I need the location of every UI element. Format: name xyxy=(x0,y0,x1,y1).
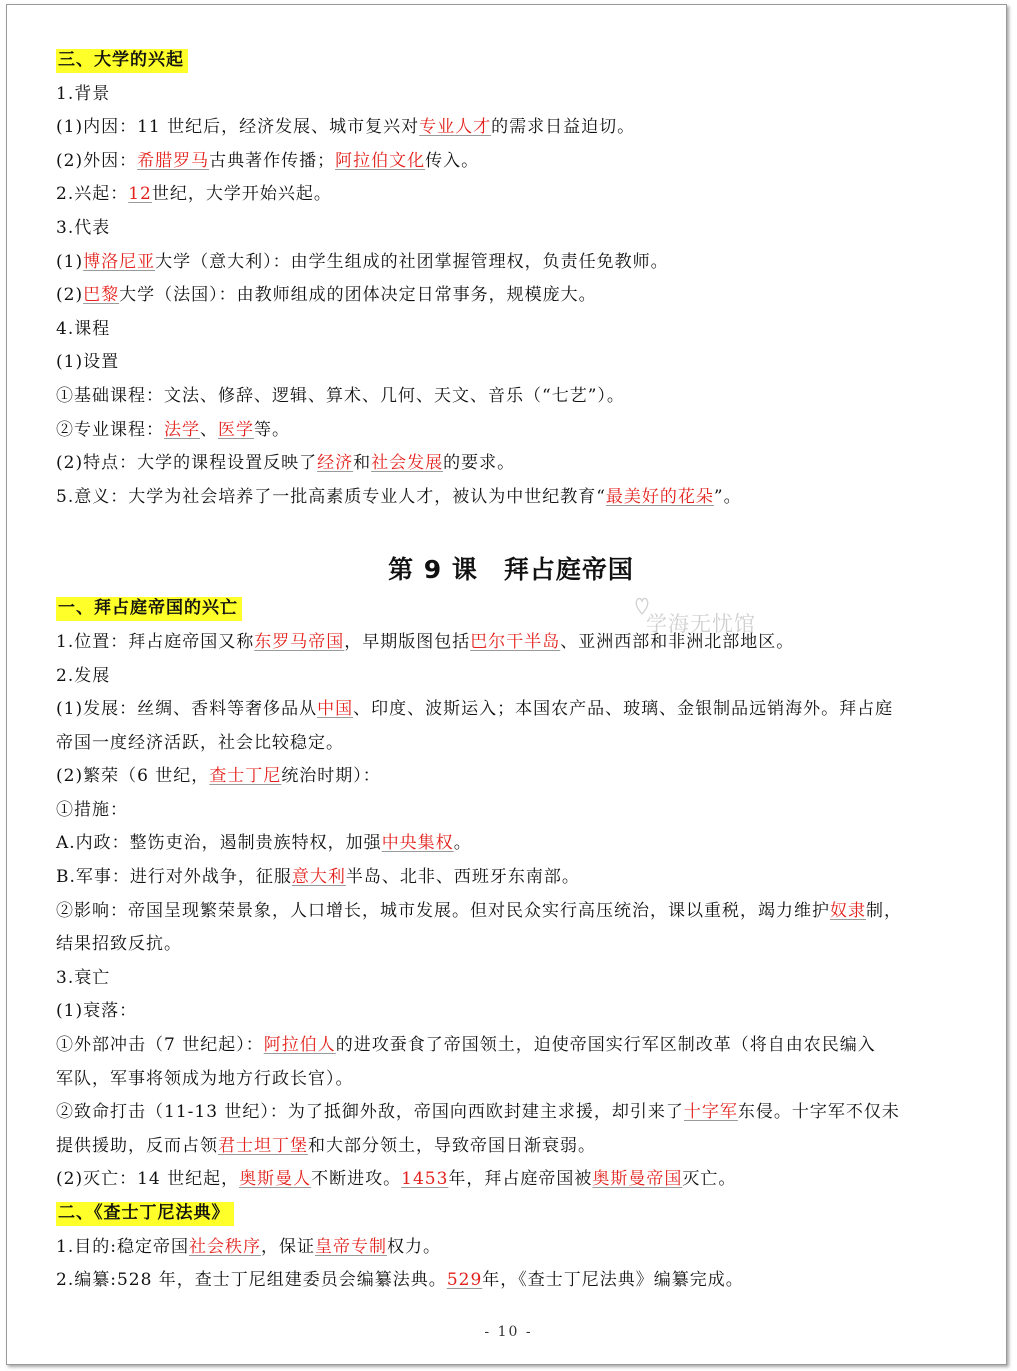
text-line: 结果招致反抗。 xyxy=(56,934,182,955)
heading-rise-of-universities xyxy=(56,44,966,78)
text-line: (2)灭亡：14 世纪起，奥斯曼人不断进攻。1453年，拜占庭帝国被奥斯曼帝国灭亡。 xyxy=(56,1169,737,1190)
heading-justinian-code xyxy=(56,1197,966,1231)
text-line: ①基础课程：文法、修辞、逻辑、算术、几何、天文、音乐（“七艺”）。 xyxy=(56,385,625,406)
text-line: ①外部冲击（7 世纪起）：阿拉伯人的进攻蚕食了帝国领土，迫使帝国实行军区制改革（将自由农民编入 xyxy=(56,1035,876,1056)
key-term: 希腊罗马 xyxy=(137,150,210,171)
key-term: 奴隶 xyxy=(830,900,866,921)
text-line: 2.发展 xyxy=(56,665,111,686)
key-term: 意大利 xyxy=(291,867,346,888)
text-line: A.内政：整饬吏治，遏制贵族特权，加强中央集权。 xyxy=(56,833,472,854)
key-term: 社会发展 xyxy=(371,453,444,474)
key-term: 中国 xyxy=(317,699,354,720)
key-term: 君士坦丁堡 xyxy=(218,1135,308,1156)
text-line: (2)特点：大学的课程设置反映了经济和社会发展的要求。 xyxy=(56,453,516,474)
key-term: 东罗马帝国 xyxy=(254,631,345,652)
text-line: (2)繁荣（6 世纪，查士丁尼统治时期）： xyxy=(56,766,381,787)
key-term: 博洛尼亚 xyxy=(83,251,156,272)
highlighted-heading: 一、拜占庭帝国的兴亡 xyxy=(56,597,242,621)
key-term: 12 xyxy=(128,184,152,205)
key-term: 查士丁尼 xyxy=(209,766,282,787)
text-line: ②专业课程：法学、医学等。 xyxy=(56,419,290,440)
page-number: - 10 - xyxy=(484,1324,533,1340)
text-line: 3.衰亡 xyxy=(56,967,111,988)
key-term: 1453 xyxy=(401,1169,449,1190)
text-line: 提供援助，反而占领君士坦丁堡和大部分领土，导致帝国日渐衰弱。 xyxy=(56,1135,596,1156)
text-line: B.军事：进行对外战争，征服意大利半岛、北非、西班牙东南部。 xyxy=(56,867,580,888)
text-line: 5.意义：大学为社会培养了一批高素质专业人才，被认为中世纪教育“最美好的花朵”。 xyxy=(56,486,742,507)
key-term: 奥斯曼帝国 xyxy=(592,1169,683,1190)
text-line: 2.兴起：12世纪，大学开始兴起。 xyxy=(56,184,332,205)
highlighted-heading: 三、大学的兴起 xyxy=(56,49,188,73)
text-line: (2)巴黎大学（法国）：由教师组成的团体决定日常事务，规模庞大。 xyxy=(56,285,597,306)
text-line: 3.代表 xyxy=(56,217,111,238)
document-body xyxy=(56,44,966,1298)
text-line: 2.编纂:528 年，查士丁尼组建委员会编纂法典。529年，《查士丁尼法典》编纂完成。 xyxy=(56,1270,744,1291)
key-term: 529 xyxy=(446,1270,483,1291)
key-term: 专业人才 xyxy=(419,117,492,138)
key-term: 奥斯曼人 xyxy=(239,1169,312,1190)
text-line: (1)内因：11 世纪后，经济发展、城市复兴对专业人才的需求日益迫切。 xyxy=(56,117,636,138)
key-term: 经济 xyxy=(317,453,354,474)
key-term: 社会秩序 xyxy=(188,1236,261,1257)
lesson-title: 第 9 课 拜占庭帝国 xyxy=(388,555,634,585)
key-term: 巴黎 xyxy=(83,285,120,306)
text-line: 1.目的:稳定帝国社会秩序，保证皇帝专制权力。 xyxy=(56,1236,441,1257)
key-term: 阿拉伯人 xyxy=(263,1035,336,1056)
text-line: 1.位置：拜占庭帝国又称东罗马帝国，早期版图包括巴尔干半岛、亚洲西部和非洲北部地区。 xyxy=(56,631,795,652)
key-term: 最美好的花朵 xyxy=(605,486,714,507)
highlighted-heading: 二、《查士丁尼法典》 xyxy=(56,1202,234,1226)
text-line: 帝国一度经济活跃，社会比较稳定。 xyxy=(56,732,344,753)
text-line: 4.课程 xyxy=(56,318,111,339)
text-line: (1)衰落： xyxy=(56,1001,138,1022)
key-term: 医学 xyxy=(218,419,254,440)
text-line: (1)发展：丝绸、香料等奢侈品从中国、印度、波斯运入；本国农产品、玻璃、金银制品远销海外。拜占庭 xyxy=(56,699,894,720)
text-line: (2)外因：希腊罗马古典著作传播；阿拉伯文化传入。 xyxy=(56,150,480,171)
text-line: 1.背景 xyxy=(56,83,111,104)
text-line: (1)博洛尼亚大学（意大利）：由学生组成的社团掌握管理权，负责任免教师。 xyxy=(56,251,669,272)
heading-byzantine-rise-fall xyxy=(56,592,966,626)
text-line: ①措施： xyxy=(56,799,128,820)
key-term: 十字军 xyxy=(683,1102,738,1123)
text-line: ②影响：帝国呈现繁荣景象，人口增长，城市发展。但对民众实行高压统治，课以重税，竭力维护奴隶制， xyxy=(56,900,902,921)
key-term: 皇帝专制 xyxy=(314,1236,387,1257)
watermark: 学海无忧馆 xyxy=(646,612,756,636)
text-line: ②致命打击（11-13 世纪）：为了抵御外敌，帝国向西欧封建主求援，却引来了十字军东侵。十字军不仅未 xyxy=(56,1102,900,1123)
key-term: 法学 xyxy=(164,419,200,440)
key-term: 中央集权 xyxy=(381,833,454,854)
key-term: 巴尔干半岛 xyxy=(470,631,561,652)
key-term: 阿拉伯文化 xyxy=(335,150,426,171)
text-line: 军队，军事将领成为地方行政长官）。 xyxy=(56,1068,354,1089)
text-line: (1)设置 xyxy=(56,352,120,373)
